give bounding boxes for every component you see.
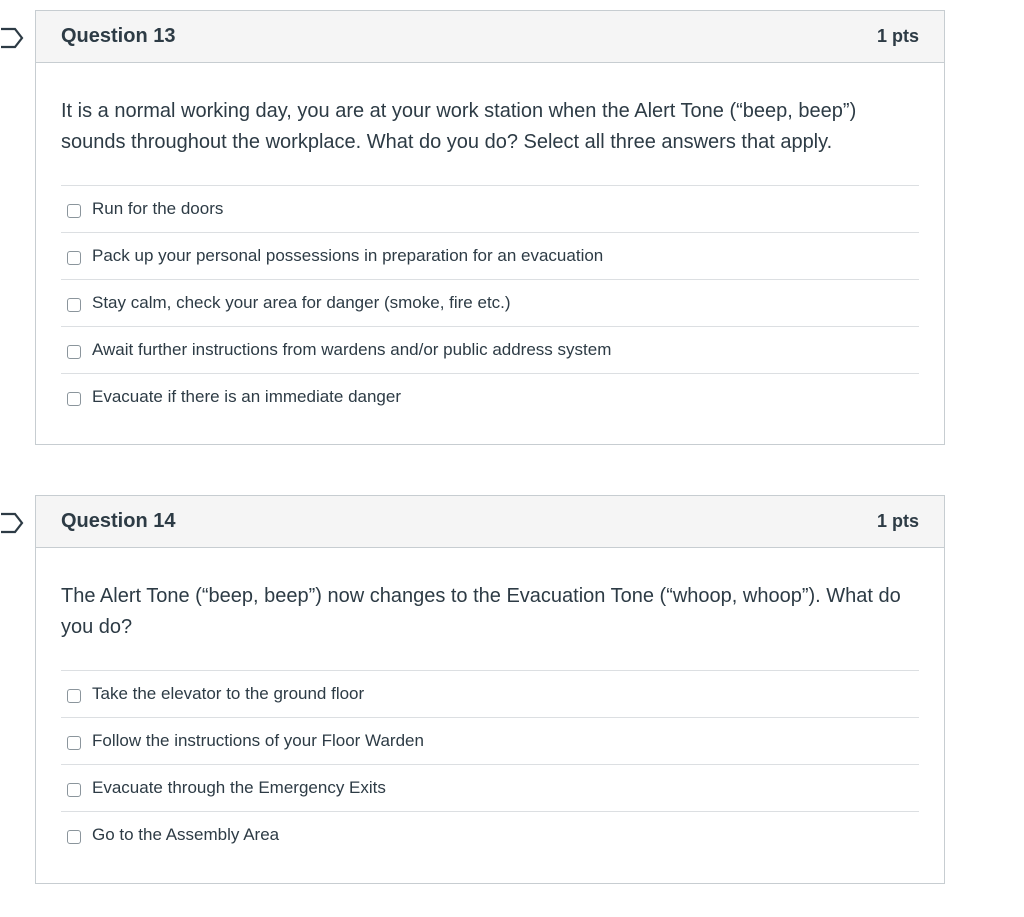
question-14 — [35, 495, 945, 884]
answer-checkbox[interactable] — [67, 689, 81, 703]
answer-checkbox[interactable] — [67, 392, 81, 406]
answer-checkbox[interactable] — [67, 204, 81, 218]
answer-option[interactable] — [61, 186, 919, 233]
answer-label[interactable]: Stay calm, check your area for danger (smoke, fire etc.) — [92, 293, 511, 312]
question-points: 1 pts — [876, 26, 919, 46]
answer-list — [61, 185, 919, 420]
flag-question-icon[interactable] — [1, 27, 25, 49]
answer-option[interactable] — [61, 374, 919, 420]
answer-checkbox[interactable] — [67, 345, 81, 359]
question-points: 1 pts — [876, 511, 919, 531]
answer-checkbox[interactable] — [67, 736, 81, 750]
question-title: Question 13 — [61, 25, 176, 47]
answer-option[interactable] — [61, 327, 919, 374]
answer-label[interactable]: Evacuate through the Emergency Exits — [92, 778, 386, 797]
question-title: Question 14 — [61, 510, 176, 532]
question-13 — [35, 10, 945, 445]
answer-option[interactable] — [61, 718, 919, 765]
question-body — [36, 548, 944, 858]
answer-option[interactable] — [61, 233, 919, 280]
answer-option[interactable] — [61, 671, 919, 718]
question-text: It is a normal working day, you are at your work station when the Alert Tone (“beep, beep”) sounds throughout the workplace. What do you do? Select all three answers that apply. — [61, 100, 857, 153]
question-header — [36, 11, 944, 63]
answer-option[interactable] — [61, 765, 919, 812]
answer-label[interactable]: Evacuate if there is an immediate danger — [92, 387, 402, 406]
question-body — [36, 63, 944, 420]
answer-label[interactable]: Pack up your personal possessions in preparation for an evacuation — [92, 246, 604, 265]
answer-label[interactable]: Follow the instructions of your Floor Warden — [92, 731, 424, 750]
answer-checkbox[interactable] — [67, 298, 81, 312]
answer-label[interactable]: Run for the doors — [92, 199, 224, 218]
answer-checkbox[interactable] — [67, 830, 81, 844]
question-text: The Alert Tone (“beep, beep”) now changes to the Evacuation Tone (“whoop, whoop”). What do you do? — [61, 585, 901, 638]
answer-label[interactable]: Go to the Assembly Area — [92, 825, 280, 844]
answer-option[interactable] — [61, 812, 919, 858]
question-header — [36, 496, 944, 548]
answer-checkbox[interactable] — [67, 251, 81, 265]
answer-checkbox[interactable] — [67, 783, 81, 797]
answer-option[interactable] — [61, 280, 919, 327]
answer-list — [61, 670, 919, 858]
answer-label[interactable]: Take the elevator to the ground floor — [92, 684, 365, 703]
flag-question-icon[interactable] — [1, 512, 25, 534]
answer-label[interactable]: Await further instructions from wardens and/or public address system — [92, 340, 612, 359]
